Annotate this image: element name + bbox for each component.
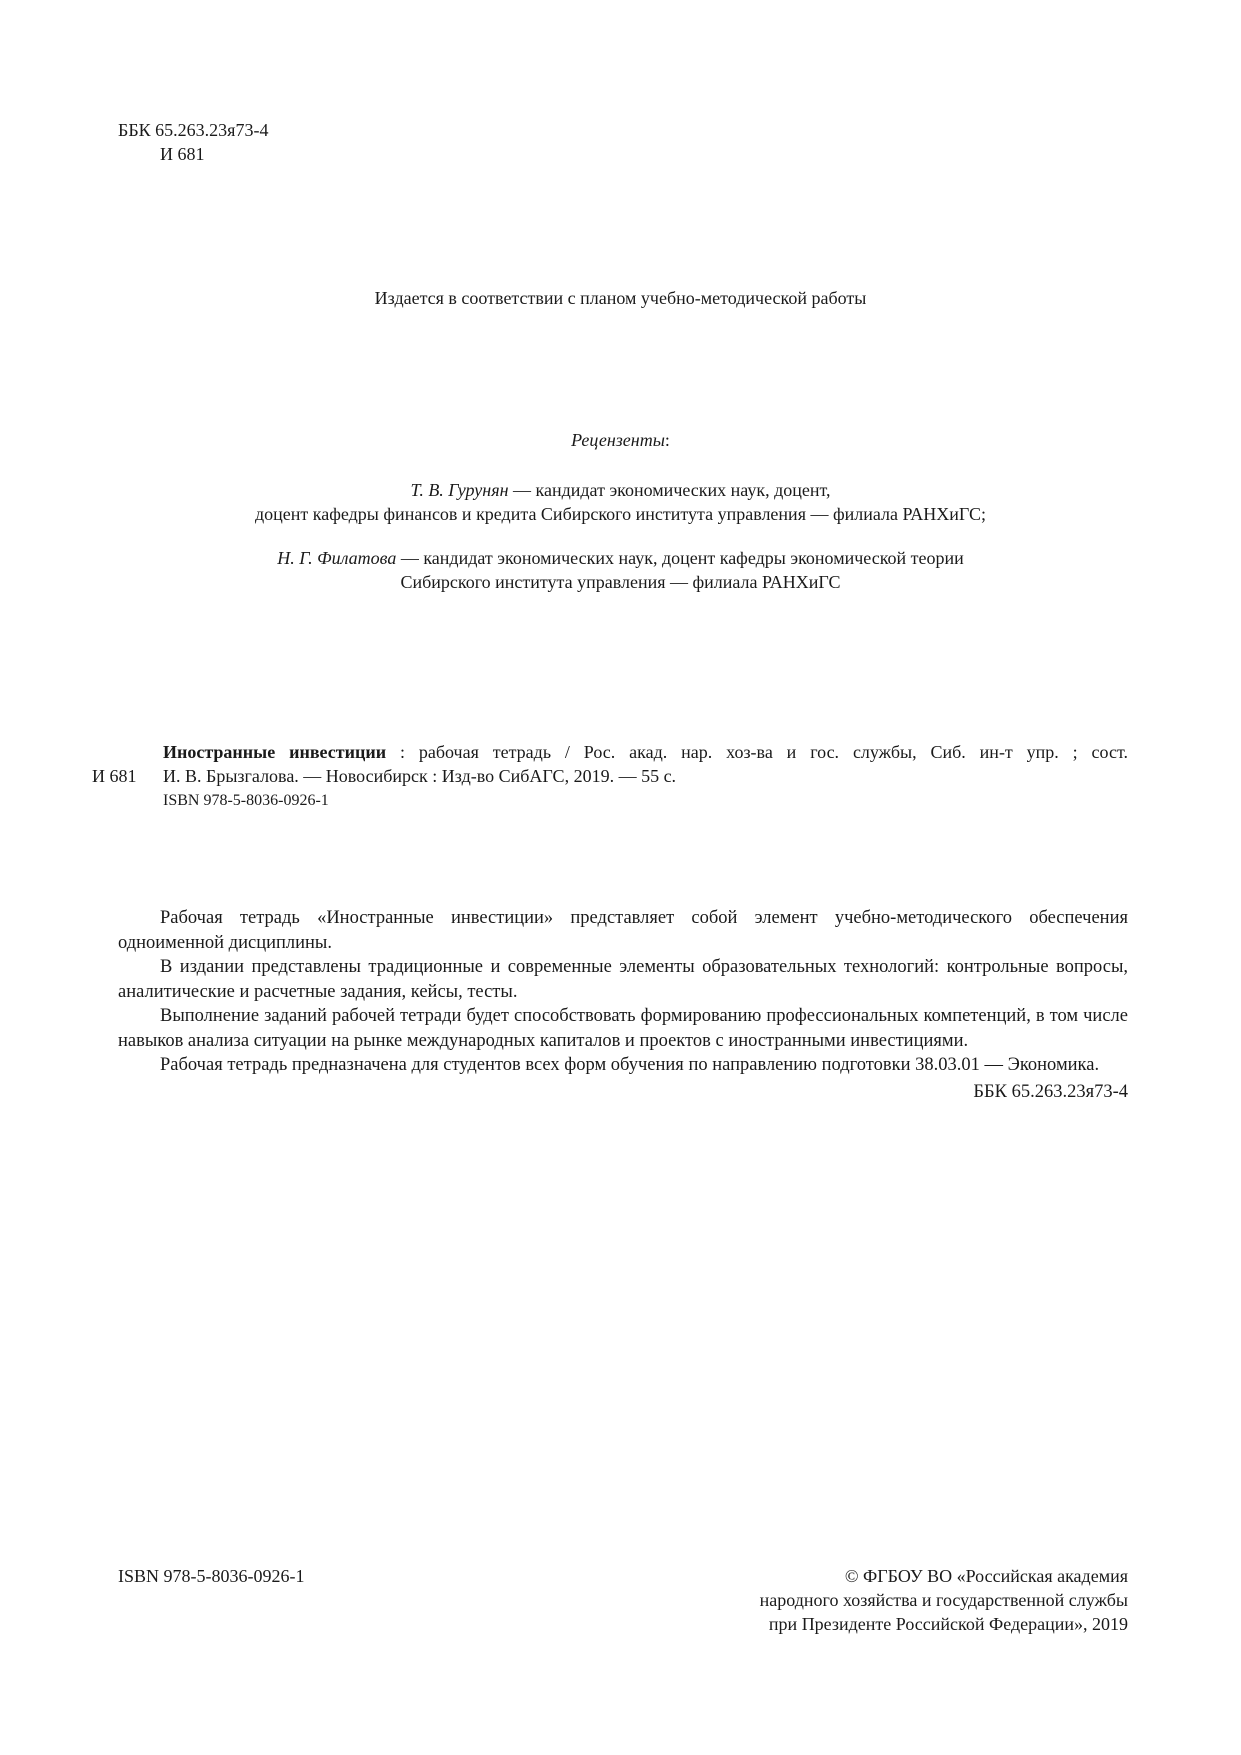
bbk-index: ББК 65.263.23я73-4	[118, 120, 269, 140]
biblio-mark: И 681	[92, 766, 137, 786]
publication-note: Издается в соответствии с планом учебно-методической работы	[374, 288, 867, 308]
reviewers-title-suffix: :	[664, 430, 670, 450]
copyright-line-2: народного хозяйства и государственной службы	[759, 1590, 1128, 1610]
copyright-line-1: © ФГБОУ ВО «Российская академия	[844, 1566, 1128, 1586]
reviewer-1-name: Т. В. Гурунян	[410, 480, 509, 500]
copyright	[760, 1564, 1128, 1636]
abstract-paragraph-4: Рабочая тетрадь предназначена для студентов всех форм обучения по направлению подготовки 38.03.01 — Экономика.	[160, 1055, 1100, 1075]
reviewers-title: Рецензенты	[571, 430, 665, 450]
abstract	[118, 906, 1128, 1104]
biblio-title: Иностранные инвестиции	[163, 742, 387, 762]
biblio-line1: Иностранные инвестиции : рабочая тетрадь / Рос. акад. нар. хоз-ва и гос. службы, Сиб. ин-т упр. ; сост.	[163, 742, 1128, 762]
reviewer-2	[0, 546, 1241, 594]
abstract-paragraph-3: Выполнение заданий рабочей тетради будет способствовать формированию профессиональных компетенций, в том числе навыков анализа ситуации на рынке международных капиталов и проектов с иностранными инвестициями.	[118, 1006, 1128, 1051]
reviewer-2-name: Н. Г. Филатова	[277, 548, 397, 568]
author-mark: И 681	[160, 144, 205, 164]
abstract-paragraph-1: Рабочая тетрадь «Иностранные инвестиции» представляет собой элемент учебно-методического обеспечения одноименной дисциплины.	[118, 908, 1128, 953]
reviewer-2-line2: Сибирского института управления — филиала РАНХиГС	[400, 572, 841, 592]
reviewer-1-line2: доцент кафедры финансов и кредита Сибирского института управления — филиала РАНХиГС;	[254, 504, 987, 524]
footer-isbn: ISBN 978-5-8036-0926-1	[118, 1566, 305, 1586]
reviewer-1-line1: Т. В. Гурунян — кандидат экономических наук, доцент,	[410, 480, 831, 500]
biblio-isbn: ISBN 978-5-8036-0926-1	[163, 792, 329, 809]
reviewer-1	[0, 478, 1241, 526]
biblio-line2: И. В. Брызгалова. — Новосибирск : Изд-во СибАГС, 2019. — 55 с.	[163, 766, 677, 786]
abstract-bbk: ББК 65.263.23я73-4	[973, 1081, 1128, 1102]
copyright-line-3: при Президенте Российской Федерации», 2019	[768, 1614, 1128, 1634]
abstract-paragraph-2: В издании представлены традиционные и современные элементы образовательных технологий: контрольные вопросы, аналитические и расчетные задания, кейсы, тесты.	[118, 957, 1128, 1002]
reviewer-2-line1: Н. Г. Филатова — кандидат экономических наук, доцент кафедры экономической теории	[277, 548, 964, 568]
reviewers-heading	[0, 428, 1241, 452]
